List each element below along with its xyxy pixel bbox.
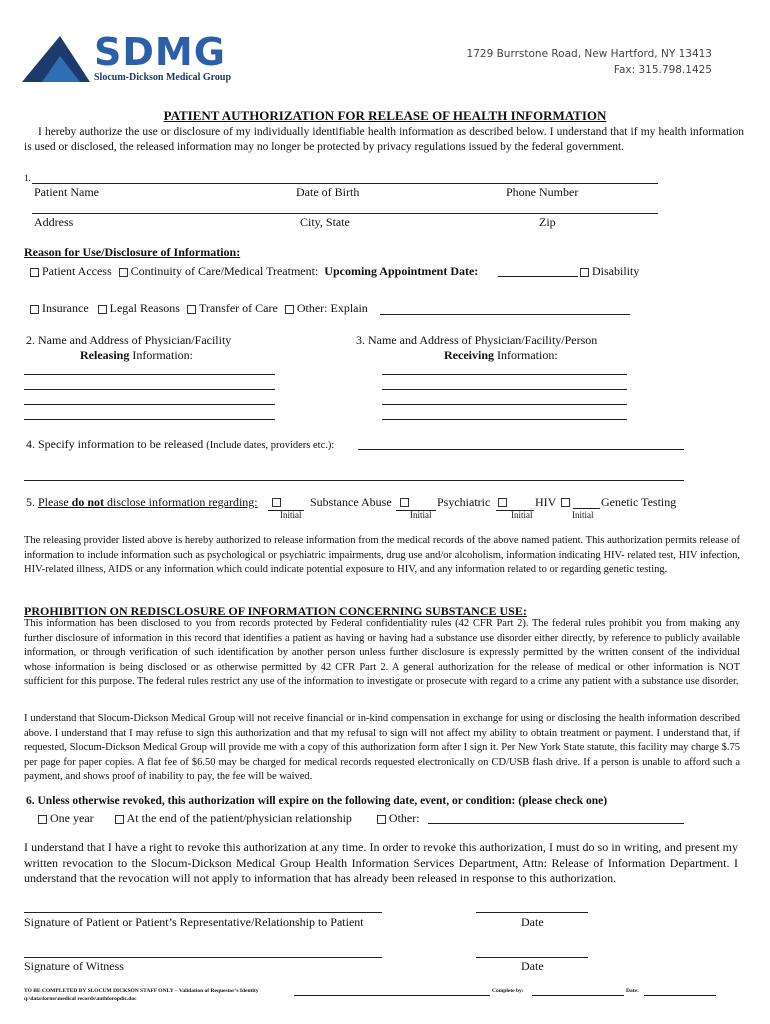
genetic-testing-label: Genetic Testing: [601, 495, 677, 509]
receiving-line-2[interactable]: [382, 389, 627, 390]
date-line-1[interactable]: [476, 912, 588, 913]
footer-date-label: Date:: [626, 988, 639, 994]
date-line-2[interactable]: [476, 957, 588, 958]
zip-label: Zip: [539, 215, 556, 229]
logo-text: SDMG: [94, 30, 226, 74]
section6-options: One year At the end of the patient/physician relationship Other:: [38, 811, 420, 826]
patient-name-label: Patient Name: [34, 185, 99, 199]
releasing-line-4[interactable]: [24, 419, 275, 420]
witness-signature-line[interactable]: [24, 957, 382, 958]
reason-row-2: Insurance Legal Reasons Transfer of Care Other: Explain: [30, 301, 368, 316]
disability-label: Disability: [592, 264, 640, 278]
section5-label: 5. Please do not disclose information regarding:: [26, 495, 258, 509]
one-year-checkbox[interactable]: [38, 815, 47, 824]
sdmg-logo-triangle-icon: [22, 34, 92, 84]
initial-box-2[interactable]: [400, 498, 409, 507]
end-relationship-checkbox[interactable]: [115, 815, 124, 824]
disability-checkbox[interactable]: [580, 268, 589, 277]
complete-by-line[interactable]: [532, 995, 624, 996]
other-expire-checkbox[interactable]: [377, 815, 386, 824]
info-released-line-2[interactable]: [24, 480, 684, 481]
initial-label-3: Initial: [511, 510, 533, 520]
section2-sub: Releasing Information:: [80, 348, 193, 362]
psychiatric-label: Psychiatric: [437, 495, 491, 509]
section2-label: 2. Name and Address of Physician/Facility: [26, 333, 232, 347]
substance-abuse-label: Substance Abuse: [310, 495, 392, 509]
date-label-2: Date: [521, 959, 544, 973]
initial-label-1: Initial: [280, 510, 302, 520]
receiving-line-1[interactable]: [382, 374, 627, 375]
address-label: Address: [34, 215, 74, 229]
hiv-label: HIV: [535, 495, 557, 509]
patient-signature-label: Signature of Patient or Patient’s Representative/Relationship to Patient: [24, 915, 364, 929]
phone-label: Phone Number: [506, 185, 579, 199]
receiving-line-4[interactable]: [382, 419, 627, 420]
address-line: 1729 Burrstone Road, New Hartford, NY 13413: [466, 48, 712, 60]
staff-validation-line[interactable]: [294, 995, 490, 996]
page-title: PATIENT AUTHORIZATION FOR RELEASE OF HEALTH INFORMATION: [163, 108, 607, 123]
intro-paragraph: I hereby authorize the use or disclosure of my individually identifiable health information as described below. I understand that if my health information is used or disclosed, the released information may no longer be protected by privacy regulations issued by the federal government.: [24, 126, 744, 153]
prohibition-body: This information has been disclosed to you from records protected by Federal confidentiality rules (42 CFR Part 2). The federal rules prohibit you from making any further disclosure of information in this record that identifies a patient as having or having had a substance use disorder either directly, by reference to publicly available information, or through verification of such identification by another person unless further disclosure is expressly permitted by the written consent of the individual whose information is being disclosed or as otherwise permitted by 42 CFR Part 2. A general authorization for the release of medical or other information is NOT sufficient for this purpose. The federal rules restrict any use of the information to investigate or prosecute with regard to a crime any patient with a substance use disorder.: [24, 618, 740, 687]
complete-by-label: Complete by:: [492, 988, 524, 994]
initial-label-4: Initial: [572, 510, 594, 520]
fax-line: Fax: 315.798.1425: [613, 64, 712, 76]
other-expire-line[interactable]: [428, 823, 684, 824]
initial-box-3[interactable]: [498, 498, 507, 507]
address-info-line[interactable]: [32, 213, 658, 214]
initial-box-4[interactable]: [561, 498, 570, 507]
witness-signature-label: Signature of Witness: [24, 959, 124, 973]
info-released-line-1[interactable]: [358, 449, 684, 450]
appointment-date-line[interactable]: [498, 276, 578, 277]
reason-heading: Reason for Use/Disclosure of Information:: [24, 245, 241, 259]
initial-box-1[interactable]: [272, 498, 281, 507]
dob-label: Date of Birth: [296, 185, 360, 199]
releasing-line-1[interactable]: [24, 374, 275, 375]
prohibition-heading: PROHIBITION ON REDISCLOSURE OF INFORMATION CONCERNING SUBSTANCE USE:: [24, 604, 527, 618]
patient-signature-line[interactable]: [24, 912, 382, 913]
section3-sub: Receiving Information:: [444, 348, 558, 362]
section3-label: 3. Name and Address of Physician/Facility/Person: [356, 333, 598, 347]
patient-info-line[interactable]: [32, 183, 658, 184]
releasing-line-2[interactable]: [24, 389, 275, 390]
initial-line-4[interactable]: [573, 508, 600, 509]
city-state-label: City, State: [300, 215, 350, 229]
file-path-label: q:\data\forms\medical records\authforopdic.doc: [24, 996, 137, 1002]
releasing-paragraph: The releasing provider listed above is hereby authorized to release information from the medical records of the above named patient. This authorization permits release of information to include information such as psychological or psychiatric impairments, drug use and/or alcoholism, information indicating HIV- related test, HIV infection, HIV-related illness, AIDS or any information which could indicate potential exposure to HIV, and any information related to or regarding genetic testing.: [24, 535, 740, 575]
other-explain-line[interactable]: [380, 314, 630, 315]
section6-heading: 6. Unless otherwise revoked, this authorization will expire on the following date, event, or condition: (please check one): [26, 795, 608, 807]
receiving-line-3[interactable]: [382, 404, 627, 405]
other-checkbox[interactable]: [285, 305, 294, 314]
initial-label-2: Initial: [410, 510, 432, 520]
revoke-paragraph: I understand that I have a right to revoke this authorization at any time. In order to revoke this authorization, I must do so in writing, and present my written revocation to the Slocum-Dickson Medical Group Health Information Services Department, Attn: Release of Information Department. I understand that the revocation will not apply to information that has already been released in response to this authorization.: [24, 840, 738, 885]
legal-checkbox[interactable]: [98, 305, 107, 314]
understand-paragraph: I understand that Slocum-Dickson Medical Group will not receive financial or in-kind compensation in exchange for using or disclosing the health information described above. I understand that I may refuse to sign this authorization and that my refusal to sign will not affect my ability to obtain treatment or payment. I understand that, if requested, Slocum-Dickson Medical Group will provide me with a copy of this authorization form after I sign it. Per New York State statute, this facility may charge $.75 per page for paper copies. A flat fee of $6.50 may be charged for medical records requested electronically on CD/USB flash drive. If a person is unable to afford such a payment, and shows proof of inability to pay, the fee will be waived.: [24, 713, 740, 782]
continuity-checkbox[interactable]: [119, 268, 128, 277]
logo-subtitle: Slocum-Dickson Medical Group: [94, 72, 232, 83]
releasing-line-3[interactable]: [24, 404, 275, 405]
section1-number: 1.: [24, 173, 31, 183]
date-label-1: Date: [521, 915, 544, 929]
section4-label: 4. Specify information to be released (Include dates, providers etc.):: [26, 437, 335, 451]
staff-only-label: TO BE COMPLETED BY SLOCUM DICKSON STAFF ONLY – Validation of Requestor’s Identity: [24, 988, 259, 994]
transfer-checkbox[interactable]: [187, 305, 196, 314]
footer-date-line[interactable]: [644, 995, 716, 996]
reason-row-1: Patient Access Continuity of Care/Medical Treatment: Upcoming Appointment Date:: [30, 264, 478, 279]
insurance-checkbox[interactable]: [30, 305, 39, 314]
patient-access-checkbox[interactable]: [30, 268, 39, 277]
